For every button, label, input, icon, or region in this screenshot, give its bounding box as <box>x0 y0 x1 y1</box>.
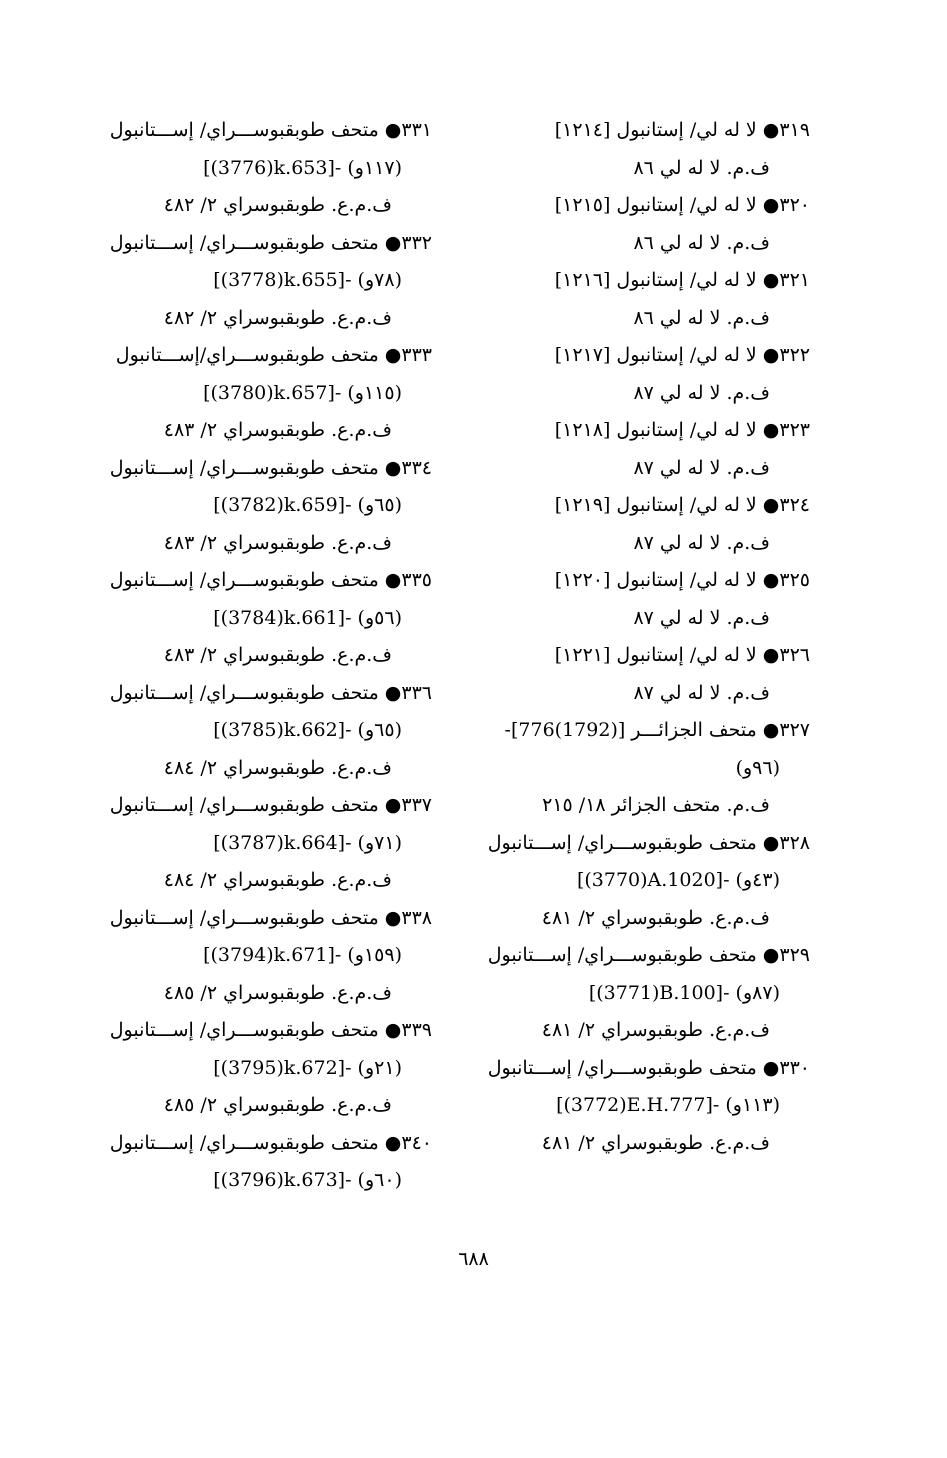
entry-heading: ٣٣٧● متحف طوبقبوســـراي/ إســـتانبول <box>109 794 432 816</box>
entry-reference: [(3796)k.673]- (٦٠و) <box>213 1169 402 1191</box>
entry-reference: [(3780)k.657]- (١١٥و) <box>203 381 402 404</box>
entry-reference: [(3778)k.655]- (٧٨و) <box>213 269 402 291</box>
entry-heading: ٣٣٤● متحف طوبقبوســـراي/ إســـتانبول <box>109 456 432 479</box>
entry-heading: ٣٢٧● متحف الجزائـــر [(1792)776]- <box>504 719 810 741</box>
entry-reference: [(3772)E.H.777]- (١١٣و) <box>556 1094 780 1116</box>
entry-source: ف.م. لا له لي ٨٦ <box>633 306 770 329</box>
entry-heading: ٣٢٨● متحف طوبقبوســـراي/ إســـتانبول <box>487 831 810 854</box>
entry-heading: ٣٣٩● متحف طوبقبوســـراي/ إســـتانبول <box>109 1019 432 1041</box>
entry-source: ف.م.ع. طوبقبوسراي ٢/ ٤٨٣ <box>163 531 392 554</box>
entry-source: ف.م. لا له لي ٨٧ <box>633 531 770 554</box>
entry-heading: ٣٢٢● لا له لي/ إستانبول [١٢١٧] <box>554 344 810 366</box>
entry-heading: ٣٢٣● لا له لي/ إستانبول [١٢١٨] <box>554 419 810 441</box>
catalog-entry <box>92 900 432 1013</box>
entry-source: ف.م. لا له لي ٨٧ <box>633 381 770 404</box>
catalog-entry <box>470 937 810 1050</box>
entry-source: ف.م.ع. طوبقبوسراي ٢/ ٤٨٣ <box>163 644 392 666</box>
entry-heading: ٣٣٨● متحف طوبقبوســـراي/ إســـتانبول <box>109 906 432 929</box>
entry-heading: ٣٣٣● متحف طوبقبوســـراي/إســـتانبول <box>115 344 432 366</box>
entry-reference: [(3771)B.100]- (٨٧و) <box>588 981 780 1004</box>
entry-reference: [(3795)k.672]- (٢١و) <box>213 1056 402 1079</box>
entry-source: ف.م.ع. طوبقبوسراي ٢/ ٤٨٤ <box>163 756 392 779</box>
entry-source: ف.م. لا له لي ٨٧ <box>633 681 770 704</box>
entry-heading: ٣٤٠● متحف طوبقبوســـراي/ إســـتانبول <box>109 1131 432 1154</box>
catalog-entry <box>92 337 432 450</box>
entry-source: ف.م.ع. طوبقبوسراي ٢/ ٤٨٥ <box>163 981 392 1004</box>
entry-reference: [(3776)k.653]- (١١٧و) <box>203 156 402 179</box>
entry-source: ف.م. لا له لي ٨٧ <box>633 456 770 479</box>
entry-source: ف.م.ع. طوبقبوسراي ٢/ ٤٨٥ <box>163 1094 392 1116</box>
catalog-entry <box>470 337 810 412</box>
entry-heading: ٣٣٦● متحف طوبقبوســـراي/ إســـتانبول <box>109 681 432 704</box>
entry-heading: ٣٢١● لا له لي/ إستانبول [١٢١٦] <box>554 269 810 291</box>
entry-source: ف.م.ع. طوبقبوسراي ٢/ ٤٨١ <box>541 1019 770 1041</box>
entry-heading: ٣٢٠● لا له لي/ إستانبول [١٢١٥] <box>554 194 810 216</box>
catalog-entry <box>470 825 810 938</box>
catalog-entry <box>470 712 810 825</box>
catalog-entry <box>92 562 432 675</box>
catalog-entry <box>92 112 432 225</box>
entry-source: ف.م.ع. طوبقبوسراي ٢/ ٤٨٢ <box>163 306 392 329</box>
right-column <box>470 112 810 1162</box>
catalog-entry <box>92 1125 432 1200</box>
entry-source: ف.م.ع. طوبقبوسراي ٢/ ٤٨١ <box>541 1131 770 1154</box>
catalog-entry <box>92 1012 432 1125</box>
entry-source: ف.م. لا له لي ٨٧ <box>633 606 770 629</box>
entry-reference: [(3794)k.671]- (١٥٩و) <box>203 944 402 966</box>
entry-reference: [(3770)A.1020]- (٤٣و) <box>576 869 780 891</box>
catalog-entry <box>470 112 810 187</box>
entry-heading: ٣٢٦● لا له لي/ إستانبول [١٢٢١] <box>554 644 810 666</box>
entry-heading: ٣١٩● لا له لي/ إستانبول [١٢١٤] <box>554 119 810 141</box>
entry-source: ف.م. متحف الجزائر ١٨/ ٢١٥ <box>542 794 770 816</box>
entry-heading: ٣٢٩● متحف طوبقبوســـراي/ إســـتانبول <box>487 944 810 966</box>
entry-source: ف.م. لا له لي ٨٦ <box>633 231 770 254</box>
entry-reference: [(3785)k.662]- (٦٥و) <box>213 719 402 741</box>
catalog-entry <box>470 412 810 487</box>
entry-source: ف.م.ع. طوبقبوسراي ٢/ ٤٨١ <box>541 906 770 929</box>
entry-source: ف.م. لا له لي ٨٦ <box>633 156 770 179</box>
catalog-entry <box>92 225 432 338</box>
entry-heading: ٣٣١● متحف طوبقبوســـراي/ إســـتانبول <box>109 119 432 141</box>
entry-source: ف.م.ع. طوبقبوسراي ٢/ ٤٨٣ <box>163 419 392 441</box>
catalog-entry <box>92 675 432 788</box>
left-column <box>92 112 432 1200</box>
page-number: ٦٨٨ <box>458 1248 489 1270</box>
entry-heading: ٣٢٥● لا له لي/ إستانبول [١٢٢٠] <box>554 569 810 591</box>
catalog-entry <box>470 187 810 262</box>
entry-reference: [(3782)k.659]- (٦٥و) <box>213 494 402 516</box>
entry-reference: [(3784)k.661]- (٥٦و) <box>213 606 402 629</box>
entry-heading: ٣٣٢● متحف طوبقبوســـراي/ إســـتانبول <box>109 231 432 254</box>
catalog-entry <box>92 450 432 563</box>
entry-heading: ٣٣٥● متحف طوبقبوســـراي/ إســـتانبول <box>109 569 432 591</box>
catalog-entry <box>92 787 432 900</box>
entry-heading: ٣٣٠● متحف طوبقبوســـراي/ إســـتانبول <box>487 1056 810 1079</box>
entry-reference: [(3787)k.664]- (٧١و) <box>213 831 402 854</box>
entry-source: ف.م.ع. طوبقبوسراي ٢/ ٤٨٤ <box>163 869 392 891</box>
catalog-entry <box>470 262 810 337</box>
entry-source: ف.م.ع. طوبقبوسراي ٢/ ٤٨٢ <box>163 194 392 216</box>
entry-reference: (٩٦و) <box>735 756 780 779</box>
catalog-entry <box>470 637 810 712</box>
entry-heading: ٣٢٤● لا له لي/ إستانبول [١٢١٩] <box>554 494 810 516</box>
catalog-entry <box>470 1050 810 1163</box>
catalog-entry <box>470 562 810 637</box>
catalog-entry <box>470 487 810 562</box>
